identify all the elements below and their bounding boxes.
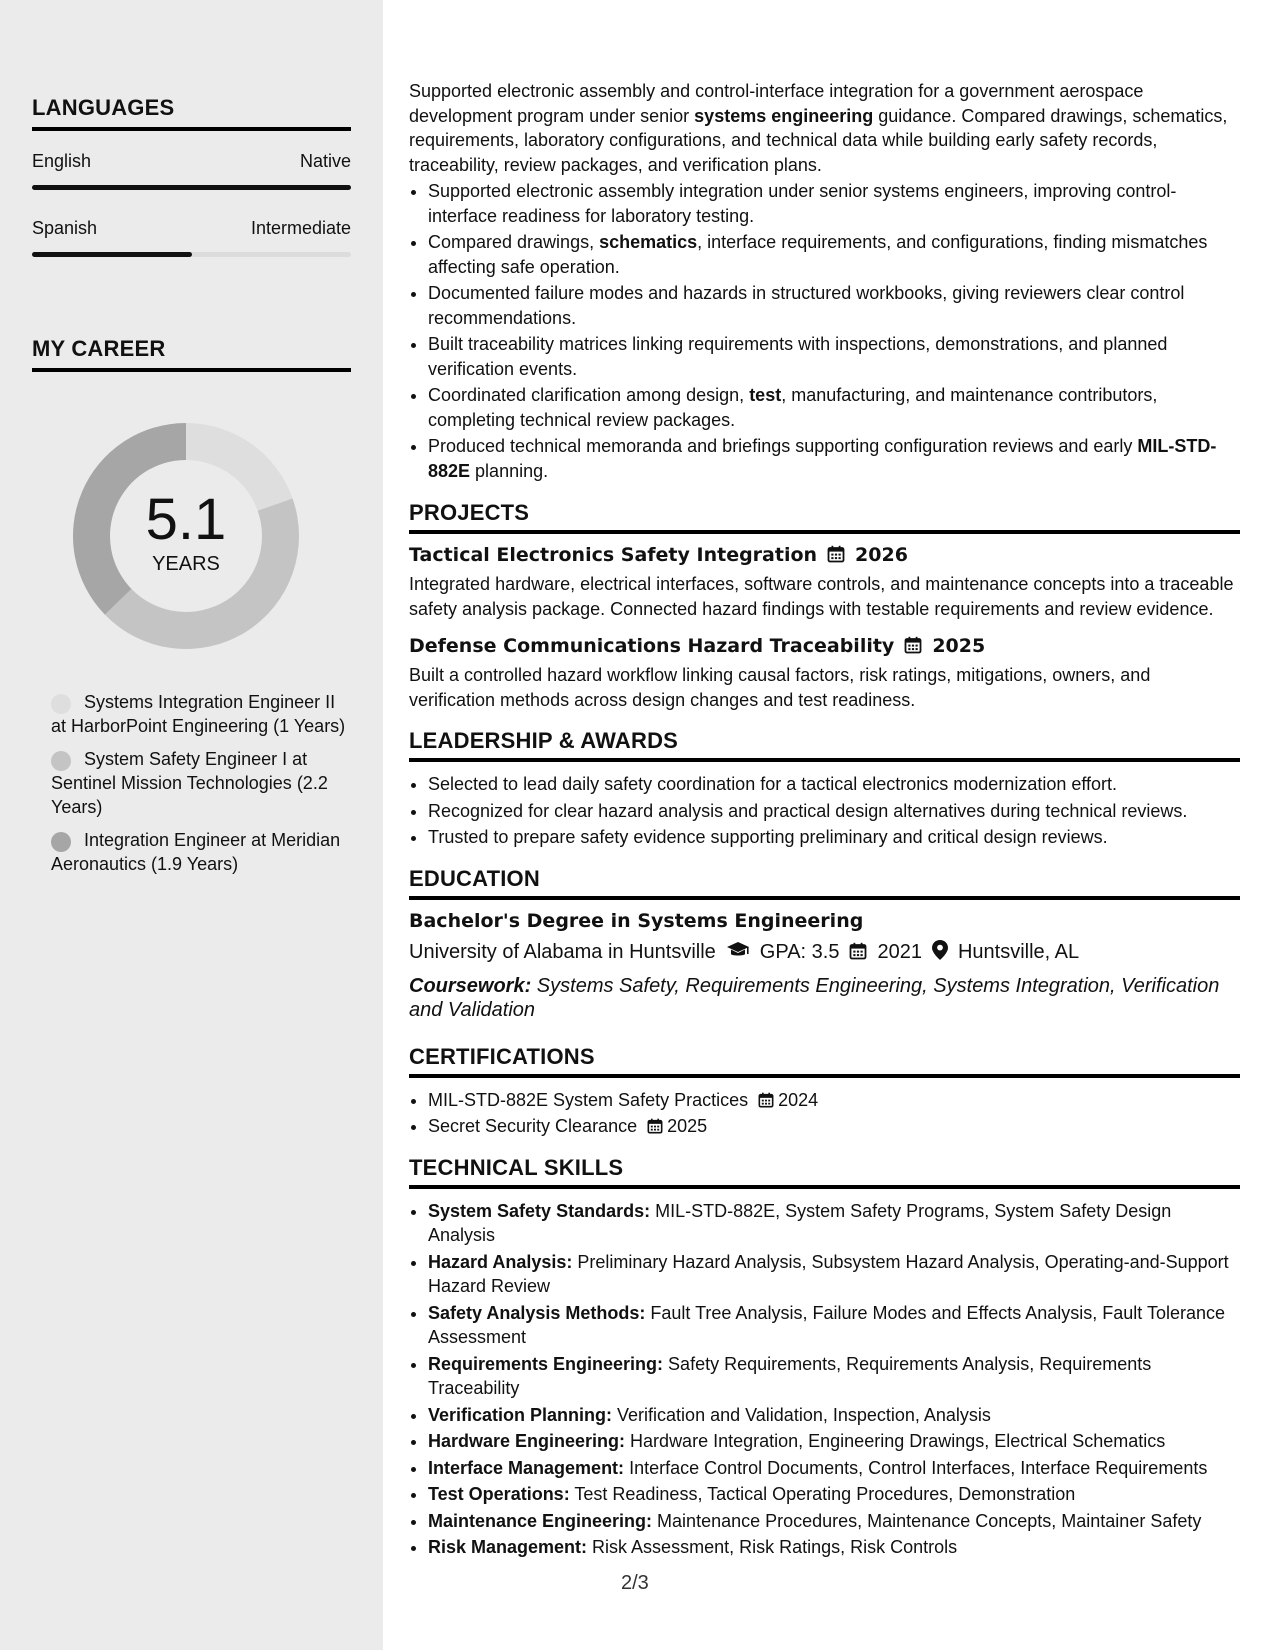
bullet-text: Coordinated clarification among design, bbox=[428, 385, 750, 405]
experience-bullets bbox=[409, 179, 1240, 483]
skill-value: Maintenance Procedures, Maintenance Concepts, Maintainer Safety bbox=[652, 1510, 1202, 1531]
project-year: 2025 bbox=[932, 635, 986, 657]
skill-label: Hardware Engineering: bbox=[428, 1431, 626, 1451]
career-heading: MY CAREER bbox=[32, 336, 351, 372]
graduation-cap-icon bbox=[726, 941, 750, 965]
skill-item bbox=[428, 1429, 1240, 1454]
skill-item bbox=[428, 1482, 1240, 1507]
bullet-text: Built traceability matrices linking requirements with inspections, demonstrations, and planned verification events. bbox=[428, 334, 1168, 379]
leadership-item: • Recognized for clear hazard analysis and practical design alternatives during technical reviews. bbox=[428, 799, 1240, 824]
skills-list bbox=[409, 1199, 1240, 1560]
skill-item bbox=[428, 1250, 1240, 1299]
bullet-text: Documented failure modes and hazards in structured workbooks, giving reviewers clear control recommendations. bbox=[428, 283, 1185, 328]
career-legend-text: Integration Engineer at Meridian Aeronautics (1.9 Years) bbox=[51, 830, 341, 874]
skill-label: Maintenance Engineering: bbox=[428, 1510, 653, 1531]
language-level: Intermediate bbox=[250, 218, 351, 238]
project-description: Integrated hardware, electrical interfaces, software controls, and maintenance concepts into a traceable safety analysis package. Connected hazard findings with testable requirements and review evidence. bbox=[409, 574, 1234, 619]
skill-value: MIL-STD-882E, System Safety Programs, System Safety Design Analysis bbox=[428, 1200, 1172, 1245]
language-name: English bbox=[32, 151, 92, 171]
skill-value: Risk Assessment, Risk Ratings, Risk Controls bbox=[587, 1537, 958, 1557]
project-item bbox=[409, 544, 1240, 621]
skill-value: Safety Requirements, Requirements Analysis, Requirements Traceability bbox=[428, 1353, 1152, 1398]
leadership-item: • Trusted to prepare safety evidence supporting preliminary and critical design reviews. bbox=[428, 825, 1240, 850]
bullet-text: Compared drawings, bbox=[428, 232, 600, 252]
skill-item bbox=[428, 1352, 1240, 1401]
skill-label: Verification Planning: bbox=[428, 1404, 613, 1425]
career-legend-dot bbox=[51, 694, 71, 714]
coursework bbox=[409, 974, 1240, 1022]
skill-label: Hazard Analysis: bbox=[428, 1251, 573, 1272]
skill-label: Interface Management: bbox=[428, 1457, 625, 1478]
certifications-list bbox=[409, 1088, 1240, 1139]
career-legend-item bbox=[51, 690, 351, 738]
calendar-icon bbox=[758, 1088, 774, 1113]
bullet-bold-text: test bbox=[749, 385, 782, 405]
certification-name: • Secret Security Clearance bbox=[428, 1116, 638, 1136]
calendar-icon bbox=[647, 1114, 663, 1139]
experience-bullet bbox=[428, 383, 1240, 432]
projects-heading: PROJECTS bbox=[409, 500, 1240, 534]
language-item bbox=[32, 218, 351, 257]
experience-bullet bbox=[428, 230, 1240, 279]
leadership-item: • Selected to lead daily safety coordination for a tactical electronics modernization effort. bbox=[428, 772, 1240, 797]
summary-bold-text: systems engineering bbox=[694, 105, 874, 126]
page-number: 2/3 bbox=[621, 1572, 649, 1594]
skill-item bbox=[428, 1403, 1240, 1428]
main-content bbox=[409, 0, 1240, 1650]
skill-item bbox=[428, 1456, 1240, 1481]
career-legend-text: Systems Integration Engineer II at HarborPoint Engineering (1 Years) bbox=[51, 692, 346, 736]
language-proficiency-fill bbox=[32, 252, 192, 257]
career-legend-dot bbox=[51, 832, 71, 852]
career-legend-item bbox=[51, 747, 351, 819]
experience-bullet bbox=[428, 179, 1240, 228]
skill-item bbox=[428, 1509, 1240, 1534]
graduation-year: 2021 bbox=[877, 941, 922, 963]
career-total-years: 5.1 bbox=[145, 486, 227, 552]
language-proficiency-fill bbox=[32, 185, 351, 190]
experience-bullet bbox=[428, 434, 1240, 483]
skills-heading: TECHNICAL SKILLS bbox=[409, 1155, 1240, 1189]
summary-text: guidance. Compared drawings, schematics, requirements, laboratory configurations, and technical data while building early safety records, traceability, review packages, and verification plans. bbox=[409, 105, 1228, 175]
career-total-unit: YEARS bbox=[152, 552, 220, 575]
bullet-text: Produced technical memoranda and briefings supporting configuration reviews and early bbox=[428, 436, 1138, 456]
skill-label: Safety Analysis Methods: bbox=[428, 1302, 646, 1323]
calendar-icon bbox=[904, 635, 922, 657]
summary-text: Supported electronic assembly and control-interface integration for a government aerospace development program under senior bbox=[409, 81, 1144, 126]
project-title: Defense Communications Hazard Traceability bbox=[409, 635, 895, 657]
skill-value: Interface Control Documents, Control Interfaces, Interface Requirements bbox=[624, 1457, 1208, 1478]
experience-bullet bbox=[428, 281, 1240, 330]
language-name: Spanish bbox=[32, 218, 98, 238]
career-legend bbox=[32, 690, 351, 876]
skill-value: Test Readiness, Tactical Operating Procedures, Demonstration bbox=[569, 1484, 1076, 1504]
bullet-bold-text: MIL-STD-882E bbox=[428, 436, 1217, 481]
language-proficiency-bar bbox=[32, 252, 351, 257]
calendar-icon bbox=[849, 941, 867, 964]
bullet-text: planning. bbox=[470, 460, 549, 481]
career-legend-text: System Safety Engineer I at Sentinel Mission Technologies (2.2 Years) bbox=[51, 749, 328, 817]
skill-item bbox=[428, 1199, 1240, 1248]
skill-item bbox=[428, 1535, 1240, 1560]
language-proficiency-bar bbox=[32, 185, 351, 190]
experience-summary bbox=[409, 79, 1240, 177]
leadership-heading: LEADERSHIP & AWARDS bbox=[409, 728, 1240, 762]
skill-label: Risk Management: bbox=[428, 1537, 588, 1557]
skill-item bbox=[428, 1301, 1240, 1350]
education-heading: EDUCATION bbox=[409, 866, 1240, 900]
education-location: Huntsville, AL bbox=[957, 941, 1080, 963]
sidebar bbox=[0, 0, 383, 1650]
skill-label: Test Operations: bbox=[428, 1484, 570, 1504]
certification-item bbox=[428, 1088, 1240, 1113]
certification-item bbox=[428, 1114, 1240, 1139]
skill-value: Fault Tree Analysis, Failure Modes and Effects Analysis, Fault Tolerance Assessment bbox=[428, 1302, 1226, 1347]
language-level: Native bbox=[299, 151, 351, 171]
coursework-text: Systems Safety, Requirements Engineering, Systems Integration, Verification and Validation bbox=[409, 974, 1220, 1021]
bullet-text: , manufacturing, and maintenance contributors, completing technical review packages. bbox=[428, 385, 1158, 430]
bullet-bold-text: schematics bbox=[599, 232, 698, 252]
project-item bbox=[409, 635, 1240, 712]
gpa: GPA: 3.5 bbox=[759, 941, 840, 963]
bullet-text: , interface requirements, and configurations, finding mismatches affecting safe operation. bbox=[428, 232, 1208, 277]
education-item bbox=[409, 910, 1240, 1022]
degree-title: Bachelor's Degree in Systems Engineering bbox=[409, 909, 864, 932]
skill-value: Hardware Integration, Engineering Drawings, Electrical Schematics bbox=[625, 1431, 1166, 1451]
skill-label: System Safety Standards: bbox=[428, 1200, 651, 1221]
career-donut-chart bbox=[66, 416, 306, 656]
skill-label: Requirements Engineering: bbox=[428, 1353, 664, 1374]
calendar-icon bbox=[827, 544, 845, 566]
career-legend-dot bbox=[51, 751, 71, 771]
school-name: University of Alabama in Huntsville bbox=[409, 941, 716, 963]
certification-year: 2024 bbox=[778, 1089, 819, 1110]
skill-value: Verification and Validation, Inspection, Analysis bbox=[612, 1404, 991, 1425]
education-meta bbox=[409, 940, 1240, 966]
project-title: Tactical Electronics Safety Integration bbox=[409, 544, 818, 566]
certification-name: • MIL-STD-882E System Safety Practices bbox=[428, 1089, 749, 1110]
languages-heading: LANGUAGES bbox=[32, 95, 351, 131]
project-year: 2026 bbox=[855, 544, 908, 566]
bullet-text: Supported electronic assembly integration under senior systems engineers, improving control-interface readiness for laboratory testing. bbox=[428, 181, 1177, 226]
certifications-heading: CERTIFICATIONS bbox=[409, 1044, 1240, 1078]
project-description: Built a controlled hazard workflow linking causal factors, risk ratings, mitigations, owners, and verification methods across design changes and test readiness. bbox=[409, 665, 1151, 710]
experience-bullet bbox=[428, 332, 1240, 381]
coursework-label: Coursework: bbox=[409, 974, 532, 997]
career-legend-item bbox=[51, 828, 351, 876]
language-item bbox=[32, 151, 351, 190]
skill-value: Preliminary Hazard Analysis, Subsystem Hazard Analysis, Operating-and-Support Hazard Review bbox=[428, 1251, 1229, 1296]
location-pin-icon bbox=[932, 940, 948, 966]
certification-year: 2025 bbox=[667, 1116, 708, 1136]
leadership-list bbox=[409, 772, 1240, 850]
